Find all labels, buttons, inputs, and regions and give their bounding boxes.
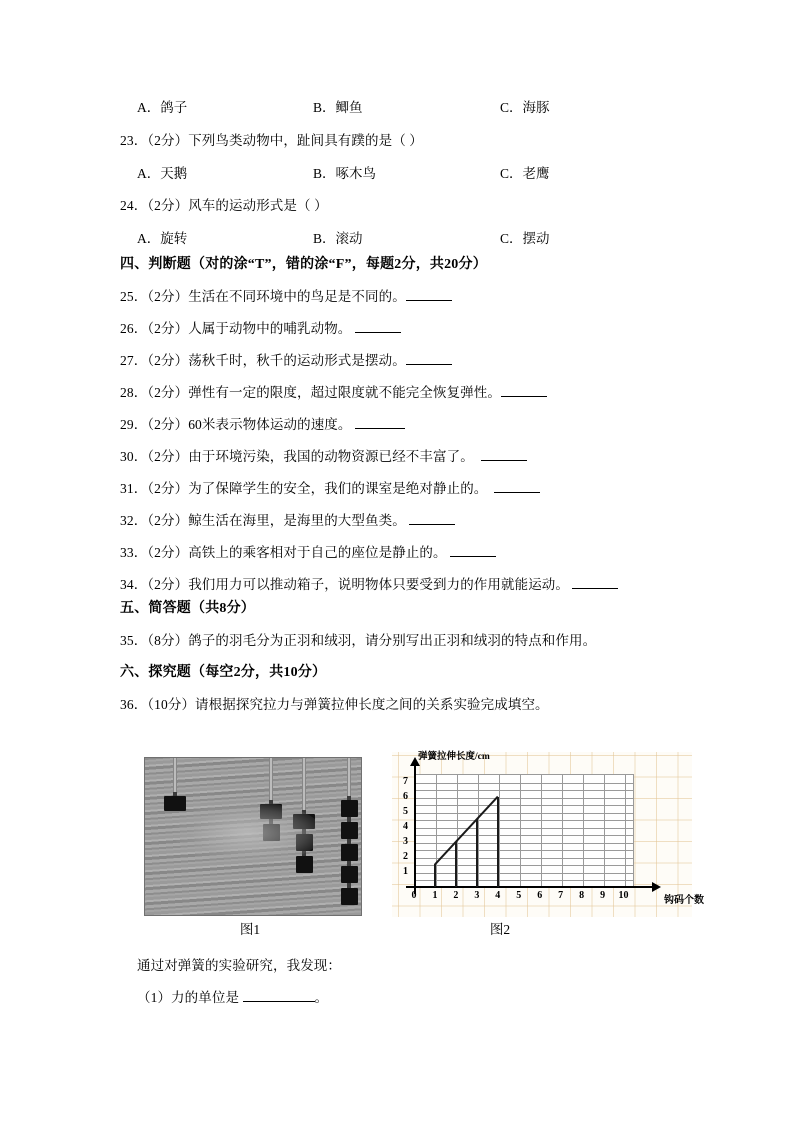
chart-gridline-horizontal <box>415 820 633 821</box>
chart-y-tick-label: 6 <box>403 790 408 802</box>
hook-icon <box>302 810 306 815</box>
question-32-text: 32．（2分）鲸生活在海里，是海里的大型鱼类。 <box>120 513 406 528</box>
chart-x-tick-label: 5 <box>516 890 522 901</box>
chart-x-tick-label: 7 <box>558 890 564 901</box>
q23-option-a: A．天鹅 <box>137 166 188 181</box>
q23-option-c: C．老鹰 <box>500 166 550 181</box>
spring-experiment-photo <box>144 757 362 916</box>
chart-drop-line <box>455 842 457 887</box>
weight-block <box>296 834 313 851</box>
question-26-text: 26．（2分）人属于动物中的哺乳动物。 <box>120 321 352 336</box>
q22-option-c: C．海豚 <box>500 100 550 115</box>
question-31 <box>120 480 540 498</box>
spring-wire <box>347 758 351 796</box>
weight-block <box>341 866 358 883</box>
chart-x-axis-arrow-icon <box>652 882 661 892</box>
chart-x-tick-label: 8 <box>579 890 585 901</box>
chart-gridline-horizontal <box>415 835 633 836</box>
question-34-text: 34．（2分）我们用力可以推动箱子，说明物体只要受到力的作用就能运动。 <box>120 577 569 592</box>
question-34 <box>120 576 618 594</box>
fill-blank-1-prefix: （1）力的单位是 <box>137 990 240 1005</box>
chart-gridline-horizontal <box>415 828 633 829</box>
chart-x-tick-label: 2 <box>453 890 459 901</box>
figure-1-caption: 图1 <box>239 922 261 937</box>
question-30 <box>120 448 527 466</box>
weight-block <box>341 822 358 839</box>
question-33 <box>120 544 496 562</box>
q24-option-a: A．旋转 <box>137 231 188 246</box>
hook-icon <box>269 800 273 805</box>
question-29 <box>120 416 405 434</box>
hook-icon <box>302 829 306 834</box>
q23-option-b: B．啄木鸟 <box>313 166 377 181</box>
fill-blank-1-suffix: 。 <box>314 990 329 1005</box>
spring-wire <box>302 758 306 810</box>
chart-x-tick-label: 3 <box>474 890 480 901</box>
question-28 <box>120 384 547 402</box>
chart-gridline-horizontal <box>415 783 633 784</box>
weight-block <box>263 824 280 841</box>
chart-gridline-vertical <box>520 775 521 886</box>
chart-x-tick-label: 1 <box>432 890 438 901</box>
question-28-text: 28．（2分）弹性有一定的限度，超过限度就不能完全恢复弹性。 <box>120 385 501 400</box>
chart-y-tick-label: 2 <box>403 850 408 862</box>
question-33-text: 33．（2分）高铁上的乘客相对于自己的座位是静止的。 <box>120 545 447 560</box>
chart-y-tick-label: 3 <box>403 835 408 847</box>
hook-icon <box>269 819 273 824</box>
spring-wire <box>269 758 273 800</box>
chart-x-tick-label: 4 <box>495 890 501 901</box>
question-32 <box>120 512 455 530</box>
chart-y-tick-label: 1 <box>403 865 408 877</box>
chart-gridline-horizontal <box>415 843 633 844</box>
question-23-stem: 23．（2分）下列鸟类动物中，趾间具有蹼的是（ ） <box>120 133 423 148</box>
chart-y-axis-label: 弹簧拉伸长度/cm <box>418 752 490 762</box>
chart-gridline-horizontal <box>415 850 633 851</box>
weight-block <box>293 814 315 829</box>
q24-option-c: C．摆动 <box>500 231 550 246</box>
answer-blank-29[interactable] <box>355 416 405 429</box>
chart-x-tick-label: 10 <box>618 890 629 901</box>
chart-x-tick-label: 6 <box>537 890 543 901</box>
weight-block <box>341 800 358 817</box>
question-31-text: 31．（2分）为了保障学生的安全，我们的课室是绝对静止的。 <box>120 481 488 496</box>
answer-blank-33[interactable] <box>450 544 496 557</box>
chart-gridline-horizontal <box>415 880 633 881</box>
chart-x-axis-label: 钩码个数 <box>664 895 704 906</box>
question-25-text: 25．（2分）生活在不同环境中的鸟足是不同的。 <box>120 289 406 304</box>
weight-block <box>164 796 186 811</box>
weight-block <box>296 856 313 873</box>
answer-blank-32[interactable] <box>409 512 455 525</box>
question-35: 35．（8分）鸽子的羽毛分为正羽和绒羽，请分别写出正羽和绒羽的特点和作用。 <box>120 633 597 648</box>
chart-gridline-vertical <box>436 775 437 886</box>
figure-2-caption: 图2 <box>489 922 511 937</box>
chart-gridline-horizontal <box>415 813 633 814</box>
chart-gridline-vertical <box>457 775 458 886</box>
answer-blank-31[interactable] <box>494 480 540 493</box>
weight-block <box>341 844 358 861</box>
chart-y-tick-label: 5 <box>403 805 408 817</box>
answer-blank-30[interactable] <box>481 448 527 461</box>
answer-blank-34[interactable] <box>572 576 618 589</box>
weight-block <box>341 888 358 905</box>
chart-gridline-vertical <box>478 775 479 886</box>
chart-gridline-vertical <box>562 775 563 886</box>
question-36: 36．（10分）请根据探究拉力与弹簧拉伸长度之间的关系实验完成填空。 <box>120 697 549 712</box>
weight-block <box>260 804 282 819</box>
chart-drop-line <box>476 819 478 887</box>
chart-drop-line <box>497 797 499 887</box>
chart-gridline-horizontal <box>415 798 633 799</box>
question-30-text: 30．（2分）由于环境污染，我国的动物资源已经不丰富了。 <box>120 449 474 464</box>
chart-gridline-vertical <box>541 775 542 886</box>
answer-blank-26[interactable] <box>355 320 401 333</box>
chart-drop-line <box>434 864 436 887</box>
chart-y-tick-label: 4 <box>403 820 408 832</box>
chart-gridline-vertical <box>625 775 626 886</box>
question-29-text: 29．（2分）60米表示物体运动的速度。 <box>120 417 352 432</box>
question-27 <box>120 352 452 370</box>
chart-gridline-horizontal <box>415 858 633 859</box>
q22-option-b: B．鲫鱼 <box>313 100 363 115</box>
answer-blank-36-1[interactable] <box>243 989 315 1002</box>
section-four-heading: 四、判断题（对的涂“T”，错的涂“F”，每题2分，共20分） <box>120 257 487 272</box>
question-27-text: 27．（2分）荡秋千时，秋千的运动形式是摆动。 <box>120 353 406 368</box>
section-six-heading: 六、探究题（每空2分，共10分） <box>120 665 327 680</box>
chart-gridline-horizontal <box>415 873 633 874</box>
question-25 <box>120 288 452 306</box>
fill-blank-1 <box>137 989 328 1007</box>
answer-blank-28[interactable] <box>501 384 547 397</box>
spring-wire <box>173 758 177 792</box>
question-26 <box>120 320 401 338</box>
chart-y-axis <box>414 764 416 894</box>
chart-plot-area <box>414 774 634 887</box>
chart-x-tick-label: 9 <box>600 890 606 901</box>
chart-gridline-horizontal <box>415 805 633 806</box>
spring-extension-chart <box>392 752 704 917</box>
chart-y-tick-label: 7 <box>403 775 408 787</box>
chart-gridline-vertical <box>499 775 500 886</box>
chart-x-axis <box>406 886 654 888</box>
chart-gridline-vertical <box>583 775 584 886</box>
chart-gridline-horizontal <box>415 790 633 791</box>
question-24-stem: 24．（2分）风车的运动形式是（ ） <box>120 198 328 213</box>
q22-option-a: A．鸽子 <box>137 100 188 115</box>
chart-gridline-horizontal <box>415 865 633 866</box>
chart-x-tick-label: 0 <box>411 890 417 901</box>
conclusion-lead: 通过对弹簧的实验研究，我发现： <box>137 958 341 973</box>
answer-blank-27[interactable] <box>406 352 452 365</box>
chart-gridline-vertical <box>604 775 605 886</box>
q24-option-b: B．滚动 <box>313 231 363 246</box>
section-five-heading: 五、简答题（共8分） <box>120 601 255 616</box>
answer-blank-25[interactable] <box>406 288 452 301</box>
